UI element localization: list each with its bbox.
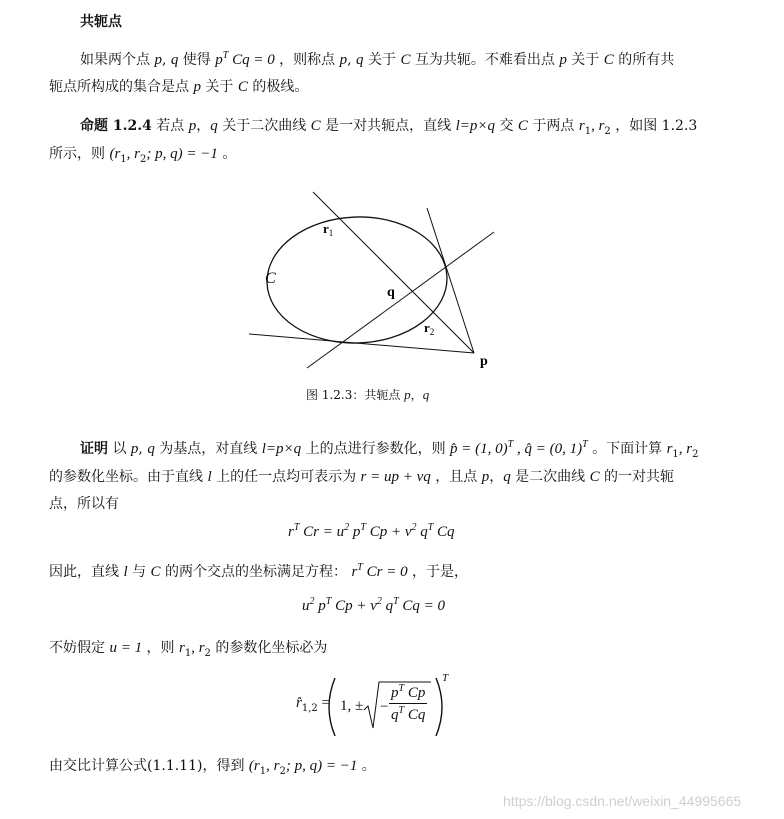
math: p [391,685,399,701]
math-qhat: q̂ = (0, 1) [524,441,583,457]
text: 的参数化坐标。由于直线 [49,469,208,485]
math-expr: ; p, q) = −1 [146,146,218,162]
math-expr: , r [266,758,280,774]
math-p: p [339,52,348,68]
text: 由交比计算公式(1.1.11)，得到 [49,758,249,774]
text: 。 [357,758,376,774]
text: 关于 [363,52,401,68]
math: q [381,598,394,614]
math-sep: , [191,640,199,656]
math-p: p [559,52,567,68]
math-sub: 1,2 [301,703,318,714]
text: 以 [108,441,131,457]
math-line-l: l=p×q [261,441,302,457]
math-r: r [598,118,605,134]
math-sub: 2 [204,648,211,659]
math-phat: p̂ = (1, 0) [450,441,508,457]
math-l: l [123,564,128,580]
math-eq: p [215,52,223,68]
math-sup: T [427,522,434,533]
math-sup: T [357,562,363,573]
math-sep: , [591,118,599,134]
text: 是二次曲线 [510,469,590,485]
math-sep: , [513,441,525,457]
equation-3-fraction [389,683,427,724]
math-sub: 1 [672,449,679,460]
math-eq: u = 1 [109,640,143,656]
left-paren-icon [329,678,335,736]
math-c: C [400,52,411,68]
math-r: r [686,441,693,457]
math: Cq [433,524,455,540]
text: 上的任一点均可表示为 [211,469,361,485]
math-eq: r [351,564,358,580]
math-q: q [170,52,179,68]
proof-label: 证明 [80,441,108,457]
math-sep: , [678,441,687,457]
text: 的极线。 [247,79,309,95]
math-sup: T [398,705,405,716]
math-sup: T [582,439,588,450]
math-p: p [404,387,411,402]
math-p: p [154,52,162,68]
math-r: r [178,640,185,656]
text: 图 1.2.3：共轭点 [306,388,405,402]
math-q: q [210,118,218,134]
math-expr: ; p, q) = −1 [285,758,358,774]
proof-line3: 点，所以有 [49,496,119,512]
math-expr: (r [109,146,121,162]
math: u [302,598,310,614]
math-eq: Cr = 0 [362,564,408,580]
label-r2: $r_2$ [424,320,435,337]
text: , [161,52,171,68]
math-r: r [198,640,205,656]
math-sup: 2 [344,522,350,533]
equation-3-one: 1, ± [340,698,364,714]
text: ，则 [142,640,179,656]
label-r1: $r_1$ [323,221,334,238]
math-q: q [503,469,511,485]
text: 。 [217,146,237,162]
fraction-denominator [389,704,427,724]
math-sup: T [393,596,399,607]
math-c: C [150,564,161,580]
math: Cp [404,685,426,701]
watermark: https://blog.csdn.net/weixin_44995665 [503,793,742,809]
math-sub: 1 [120,154,127,165]
math: q [391,707,399,723]
label-q: q [387,285,395,300]
text: 的一对共轭 [599,469,675,485]
math-sup: T [293,522,300,533]
text: 的所有共 [613,52,675,68]
math-expr: (r [248,758,260,774]
text: 关于 [200,79,238,95]
math: r [288,524,294,540]
math-line-l: l=p×q [455,118,496,134]
text: 上的点进行参数化，则 [301,441,451,457]
math-l: l [207,469,212,485]
math: p [349,524,361,540]
math-expr: , r [126,146,141,162]
math: Cp + v [331,598,377,614]
text: ，如图 1.2.3 [610,118,698,134]
math-c: C [589,469,600,485]
math-c: C [237,79,248,95]
text: 关于二次曲线 [217,118,311,134]
math-sup: T [325,596,332,607]
text: 是一对共轭点，直线 [320,118,456,134]
math-eq: Cq = 0 [228,52,275,68]
math: Cq [404,707,426,723]
math: = [317,695,330,711]
text: 为基点，对直线 [154,441,262,457]
math: p [314,598,326,614]
math-q: q [147,441,155,457]
text: , [347,52,357,68]
math: r̂ [296,695,302,711]
math-sup: T [507,439,514,450]
text: 若点 [151,118,189,134]
math-p: p [481,469,490,485]
math-sub: 2 [692,449,699,460]
math-sub: 1 [259,766,267,777]
text: ， [489,469,504,485]
proposition-label: 命题 1.2.4 [80,118,152,134]
math-sub: 1 [584,126,592,137]
math-sup: 2 [411,522,417,533]
math-sub: 2 [604,126,611,137]
text: ， [410,388,423,402]
text: 如果两个点 [80,52,155,68]
fraction [389,683,427,724]
math-r: r [666,441,673,457]
text: 互为共轭。不难看出点 [410,52,560,68]
equation-3-transpose: T [442,672,449,684]
math-sup: 2 [376,596,382,607]
math-sup: T [398,683,405,694]
math: Cp + v [365,524,412,540]
text: 。下面计算 [587,441,667,457]
proof-line6 [49,755,376,777]
text: 轭点所构成的集合是点 [49,79,194,95]
equation-3-minus: − [380,699,389,715]
math: Cr = u [299,524,345,540]
text: 的两个交点的坐标满足方程： [160,564,352,580]
math-sup: T [222,50,229,61]
math: q [416,524,428,540]
math-c: C [603,52,614,68]
math-c: C [517,118,528,134]
text: , [138,441,148,457]
text: ， [196,118,211,134]
math: Cq = 0 [398,598,446,614]
text: 与 [127,564,151,580]
text: 因此，直线 [49,564,124,580]
text: 所示，则 [49,146,110,162]
math-q: q [422,387,430,402]
text: 的参数化坐标必为 [210,640,328,656]
text: 使得 [178,52,216,68]
math-r: r [578,118,585,134]
label-p: p [480,354,488,369]
text: ，于是， [407,564,469,580]
math-p: p [188,118,197,134]
label-c: C [265,270,276,287]
math-sup: 2 [309,596,315,607]
text: 于两点 [527,118,579,134]
math-c: C [310,118,321,134]
math-sup: T [360,522,366,533]
text: 交 [495,118,518,134]
section-title: 共轭点 [80,14,122,30]
math-q: q [356,52,364,68]
fraction-numerator [389,683,427,704]
text: ，则称点 [274,52,340,68]
math-sub: 1 [184,648,192,659]
math-p: p [193,79,201,95]
math-eq: r = up + vq [360,469,431,485]
math-sub: 2 [140,154,147,165]
right-paren-icon [436,678,442,736]
text: ，且点 [430,469,482,485]
math-sub: 2 [279,766,286,777]
text: 不妨假定 [49,640,110,656]
text: 关于 [566,52,604,68]
math-p: p [130,441,139,457]
